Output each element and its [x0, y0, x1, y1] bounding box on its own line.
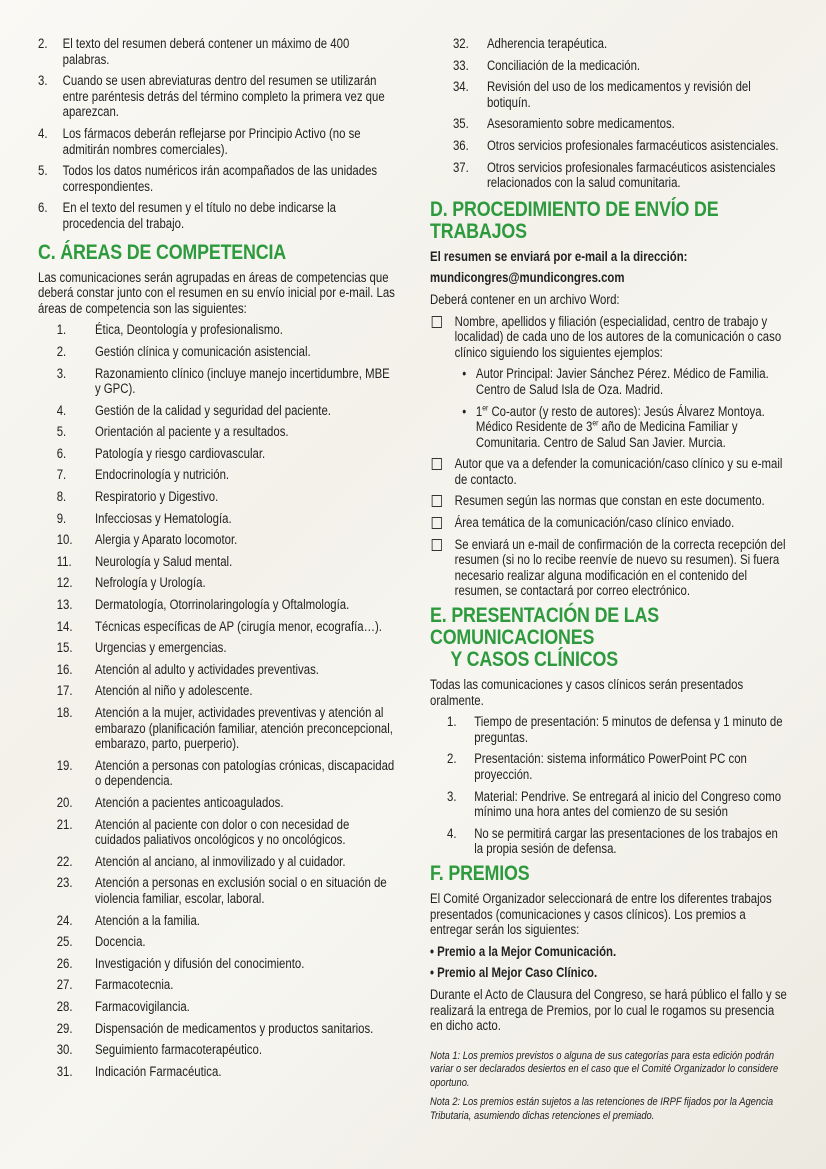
item-text: Dermatología, Otorrinolaringología y Oftalmología.	[94, 597, 350, 613]
list-item	[38, 36, 395, 67]
list-item	[38, 126, 395, 157]
superscript: er	[482, 403, 489, 413]
item-text: Revisión del uso de los medicamentos y revisión del botiquín.	[486, 79, 751, 110]
item-text: Todos los datos numéricos irán acompañados de las unidades correspondientes.	[62, 163, 378, 194]
checklist-item	[430, 537, 787, 599]
item-text: El texto del resumen deberá contener un máximo de 400 palabras.	[62, 36, 350, 67]
item-number: 2.	[56, 343, 67, 359]
list-item	[430, 116, 787, 132]
example-text: Autor Principal: Javier Sánchez Pérez. Médico de Familia. Centro de Salud Isla de Oza. Madrid.	[475, 366, 769, 397]
list-item	[38, 817, 395, 848]
item-number: 8.	[56, 489, 67, 505]
list-item	[38, 1064, 395, 1080]
item-number: 26.	[56, 955, 73, 971]
section-e-heading	[430, 605, 787, 671]
presentation-rules-list	[430, 714, 787, 857]
list-item	[38, 875, 395, 906]
list-item	[38, 467, 395, 483]
item-text: Adherencia terapéutica.	[486, 36, 608, 51]
list-item	[38, 554, 395, 570]
list-item	[38, 597, 395, 613]
list-item	[38, 795, 395, 811]
list-item	[38, 424, 395, 440]
checkbox-icon	[432, 316, 442, 328]
checklist-text: Área temática de la comunicación/caso clínico enviado.	[454, 515, 735, 531]
note-2: Nota 2: Los premios están sujetos a las retenciones de IRPF fijados por la Agencia Tributaria, asumiendo dichas retenciones el premiado.	[430, 1096, 774, 1122]
list-item	[38, 366, 395, 397]
list-item	[38, 489, 395, 505]
item-text: Cuando se usen abreviaturas dentro del resumen se utilizarán entre paréntesis detrás del término completo la primera vez que aparezcan.	[62, 73, 385, 120]
list-item	[38, 446, 395, 462]
item-number: 20.	[56, 794, 73, 810]
item-number: 29.	[56, 1020, 73, 1036]
list-item	[430, 714, 787, 745]
list-item	[38, 934, 395, 950]
item-text: Patología y riesgo cardiovascular.	[94, 445, 266, 461]
checkbox-icon	[432, 517, 442, 529]
heading-line: Y CASOS CLÍNICOS	[450, 648, 618, 672]
section-f-heading: F. PREMIOS	[430, 861, 530, 885]
item-number: 13.	[56, 597, 73, 613]
submission-email[interactable]: mundicongres@mundicongres.com	[430, 270, 625, 286]
item-text: Nefrología y Urología.	[94, 575, 206, 591]
item-number: 33.	[452, 57, 469, 73]
list-item	[38, 322, 395, 338]
example-text: Co-autor (y resto de autores): Jesús Álvarez Montoya. Médico Residente de 3	[475, 403, 765, 435]
item-text: Atención al anciano, al inmovilizado y al cuidador.	[94, 853, 346, 869]
prize-item: • Premio al Mejor Caso Clínico.	[430, 965, 598, 981]
item-text: Otros servicios profesionales farmacéuticos asistenciales.	[486, 137, 779, 153]
checklist-text: Se enviará un e-mail de confirmación de la correcta recepción del resumen (si no lo recibe reenvíe de nuevo su resumen). Si fuera necesario realizar alguna modificación en el contenido del resumen, se contactará por correo electrónico.	[454, 536, 786, 599]
section-d-heading: D. PROCEDIMIENTO DE ENVÍO DE TRABAJOS	[430, 197, 719, 243]
item-number: 22.	[56, 853, 73, 869]
item-number: 27.	[56, 977, 73, 993]
item-text: Presentación: sistema informático PowerPoint PC con proyección.	[474, 751, 747, 782]
item-number: 28.	[56, 998, 73, 1014]
item-text: Farmacovigilancia.	[94, 998, 190, 1014]
bullet-icon: •	[462, 366, 467, 382]
prizes-intro: El Comité Organizador seleccionará de entre los diferentes trabajos presentados (comunicaciones y casos clínicos). Los premios a entregar serán los siguientes:	[430, 890, 772, 938]
checkbox-icon	[432, 539, 442, 551]
submission-lead: El resumen se enviará por e-mail a la dirección:	[430, 248, 688, 264]
item-number: 36.	[452, 137, 469, 153]
item-number: 30.	[56, 1042, 73, 1058]
item-text: Seguimiento farmacoterapéutico.	[94, 1042, 262, 1058]
examples-list	[430, 366, 787, 450]
prize-item: • Premio a la Mejor Comunicación.	[430, 943, 617, 959]
list-item	[430, 36, 787, 52]
item-text: Infecciosas y Hematología.	[94, 510, 232, 526]
list-item	[430, 751, 787, 782]
item-number: 15.	[56, 640, 73, 656]
list-item	[38, 662, 395, 678]
list-item	[430, 79, 787, 110]
item-number: 9.	[56, 510, 67, 526]
list-item	[38, 575, 395, 591]
item-number: 1.	[56, 322, 67, 338]
item-text: Atención a personas en exclusión social o en situación de violencia familiar, escolar, laboral.	[94, 875, 387, 906]
item-number: 10.	[56, 532, 73, 548]
item-text: Endocrinología y nutrición.	[94, 467, 230, 483]
item-text: Gestión de la calidad y seguridad del paciente.	[94, 402, 331, 418]
list-item	[38, 640, 395, 656]
list-item	[430, 138, 787, 154]
item-number: 34.	[452, 79, 469, 95]
item-text: Indicación Farmacéutica.	[94, 1063, 222, 1079]
item-number: 12.	[56, 575, 73, 591]
list-item	[430, 826, 787, 857]
note-1: Nota 1: Los premios previstos o alguna de sus categorías para esta edición podrán variar o ser declarados desiertos en el caso que el Comité Organizador lo considere oportuno.	[430, 1049, 779, 1089]
item-text: Los fármacos deberán reflejarse por Principio Activo (no se admitirán nombres comerciales).	[62, 125, 361, 157]
heading-line: E. PRESENTACIÓN DE LAS COMUNICACIONES	[430, 604, 660, 650]
item-number: 6.	[38, 200, 48, 216]
list-item	[38, 705, 395, 752]
item-text: Respiratorio y Digestivo.	[94, 489, 219, 505]
item-number: 5.	[38, 163, 48, 179]
list-item	[38, 1021, 395, 1037]
item-number: 18.	[56, 705, 73, 720]
item-number: 6.	[56, 445, 67, 461]
item-number: 11.	[56, 553, 72, 569]
prizes-closing: Durante el Acto de Clausura del Congreso, se hará público el fallo y se realizará la entrega de Premios, por lo cual le rogamos su presencia en dicho acto.	[430, 986, 787, 1034]
list-item	[38, 999, 395, 1015]
section-e-intro: Todas las comunicaciones y casos clínicos serán presentados oralmente.	[430, 677, 744, 708]
list-item	[430, 789, 787, 820]
bullet-icon: •	[462, 403, 467, 419]
item-text: Otros servicios profesionales farmacéuticos asistenciales relacionados con la salud comunitaria.	[486, 159, 776, 191]
item-number: 14.	[56, 618, 73, 634]
item-text: Neurología y Salud mental.	[94, 553, 233, 569]
item-text: Atención a la mujer, actividades preventivas y atención al embarazo (planificación familiar, atención preconcepcional, embarazo, parto, puerperio).	[94, 705, 393, 752]
item-number: 4.	[38, 125, 48, 141]
list-item	[38, 403, 395, 419]
item-number: 2.	[38, 36, 48, 51]
word-file-requirement: Deberá contener en un archivo Word:	[430, 291, 620, 307]
item-number: 23.	[56, 875, 73, 891]
example-text: 1	[475, 403, 483, 419]
item-text: Farmacotecnia.	[94, 977, 174, 993]
list-item	[38, 758, 395, 789]
competence-areas-list	[38, 322, 395, 1079]
right-column	[430, 0, 787, 1129]
item-text: Tiempo de presentación: 5 minutos de defensa y 1 minuto de preguntas.	[474, 714, 783, 745]
checklist-text: Nombre, apellidos y filiación (especialidad, centro de trabajo y localidad) de cada uno de los autores de la comunicación o caso clínico siguiendo los siguientes ejemplos:	[454, 313, 782, 360]
list-item	[38, 200, 395, 231]
list-item	[38, 619, 395, 635]
left-column	[38, 0, 395, 1085]
example-item	[430, 404, 787, 451]
item-number: 37.	[452, 159, 469, 175]
item-text: Docencia.	[94, 934, 146, 950]
list-item	[430, 58, 787, 74]
list-item	[38, 683, 395, 699]
item-number: 7.	[56, 467, 67, 483]
item-number: 1.	[447, 714, 457, 730]
item-number: 4.	[56, 402, 67, 418]
item-number: 31.	[56, 1063, 73, 1079]
checklist-item	[430, 493, 787, 509]
superscript: er	[592, 418, 599, 428]
list-item	[38, 1042, 395, 1058]
item-text: Conciliación de la medicación.	[486, 57, 641, 73]
item-text: Técnicas específicas de AP (cirugía menor, ecografía…).	[94, 618, 382, 634]
item-number: 25.	[56, 934, 73, 950]
list-item	[38, 163, 395, 194]
item-number: 2.	[447, 751, 457, 767]
list-item	[38, 977, 395, 993]
item-text: Ética, Deontología y profesionalismo.	[94, 322, 283, 338]
item-number: 3.	[447, 788, 457, 804]
abstract-rules-list	[38, 36, 395, 232]
checklist-text: Resumen según las normas que constan en este documento.	[454, 493, 765, 509]
item-text: Atención al niño y adolescente.	[94, 683, 253, 699]
item-number: 17.	[56, 683, 73, 699]
item-number: 32.	[452, 36, 469, 51]
checklist-item	[430, 314, 787, 451]
competence-areas-list-continued	[430, 36, 787, 191]
requirements-checklist	[430, 314, 787, 600]
item-text: No se permitirá cargar las presentaciones de los trabajos en la propia sesión de defensa.	[474, 825, 778, 857]
item-text: Dispensación de medicamentos y productos sanitarios.	[94, 1020, 374, 1036]
item-text: Atención al paciente con dolor o con necesidad de cuidados paliativos oncológicos y no oncológicos.	[94, 816, 350, 848]
section-c-heading: C. ÁREAS DE COMPETENCIA	[38, 240, 287, 264]
checklist-item	[430, 515, 787, 531]
item-text: Asesoramiento sobre medicamentos.	[486, 116, 675, 132]
item-text: Material: Pendrive. Se entregará al inicio del Congreso como mínimo una hora antes del comienzo de su sesión	[474, 788, 782, 820]
item-number: 24.	[56, 912, 73, 928]
item-number: 35.	[452, 116, 469, 132]
item-number: 21.	[56, 816, 73, 832]
item-number: 4.	[447, 825, 457, 841]
item-text: Urgencias y emergencias.	[94, 640, 227, 656]
item-text: Orientación al paciente y a resultados.	[94, 424, 289, 440]
item-text: Alergia y Aparato locomotor.	[94, 532, 238, 548]
section-c-intro: Las comunicaciones serán agrupadas en áreas de competencias que deberá constar junto con el resumen en su envío inicial por e-mail. Las áreas de competencia son las siguientes:	[38, 269, 395, 316]
item-text: Atención al adulto y actividades preventivas.	[94, 661, 319, 677]
checklist-item	[430, 456, 787, 487]
item-text: En el texto del resumen y el título no debe indicarse la procedencia del trabajo.	[62, 200, 336, 231]
item-number: 19.	[56, 757, 73, 773]
item-number: 3.	[38, 73, 48, 89]
list-item	[38, 913, 395, 929]
item-number: 5.	[56, 424, 67, 440]
item-text: Atención a personas con patologías crónicas, discapacidad o dependencia.	[94, 757, 395, 789]
list-item	[38, 532, 395, 548]
checkbox-icon	[432, 495, 442, 507]
list-item	[38, 511, 395, 527]
list-item	[38, 344, 395, 360]
checklist-text: Autor que va a defender la comunicación/caso clínico y su e-mail de contacto.	[454, 456, 783, 487]
item-text: Razonamiento clínico (incluye manejo incertidumbre, MBE y GPC).	[94, 365, 390, 397]
list-item	[38, 956, 395, 972]
item-text: Investigación y difusión del conocimiento.	[94, 955, 305, 971]
item-number: 3.	[56, 365, 67, 381]
list-item	[38, 73, 395, 120]
item-text: Atención a pacientes anticoagulados.	[94, 794, 284, 810]
list-item	[430, 160, 787, 191]
item-text: Atención a la familia.	[94, 912, 200, 928]
example-item	[430, 366, 787, 397]
example-text: año de Medicina Familiar y Comunitaria. Centro de Salud San Javier. Murcia.	[475, 419, 738, 450]
checkbox-icon	[432, 458, 442, 470]
list-item	[38, 854, 395, 870]
item-text: Gestión clínica y comunicación asistencial.	[94, 343, 311, 359]
item-number: 16.	[56, 661, 73, 677]
